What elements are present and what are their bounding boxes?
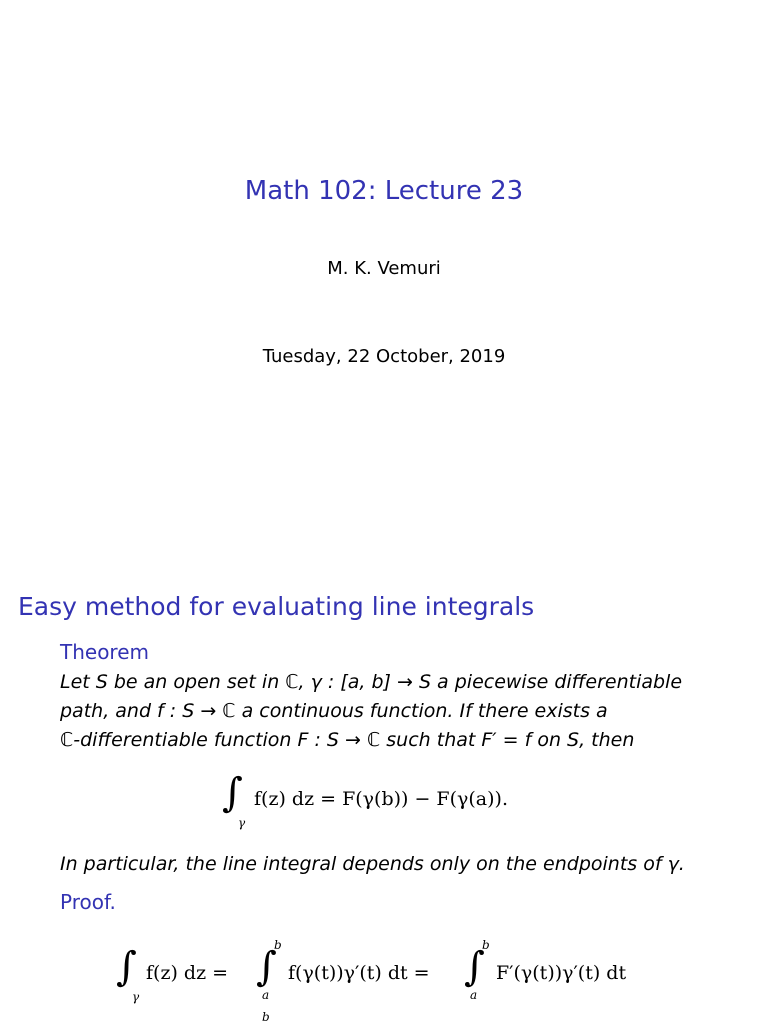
theorem-line-1: Let S be an open set in ℂ, γ : [a, b] → S a piecewise differentiable — [60, 671, 683, 693]
proof-label: Proof. — [60, 890, 116, 914]
integral-subscript: γ — [132, 990, 140, 1004]
integral-sign: ∫ — [116, 944, 137, 990]
theorem-text — [60, 668, 740, 755]
content-slide — [0, 576, 768, 1024]
proof-part-2: f(γ(t))γ′(t) dt = — [288, 962, 430, 984]
integral-subscript: γ — [238, 816, 246, 830]
upper-limit: b — [482, 938, 490, 952]
author-name: M. K. Vemuri — [327, 258, 441, 279]
integral-sign: ∫ — [464, 944, 485, 990]
lower-limit: a — [470, 988, 478, 1002]
theorem-line-2: path, and f : S → ℂ a continuous function. If there exists a — [60, 700, 608, 722]
theorem-line-3: ℂ-differentiable function F : S → ℂ such that F′ = f on S, then — [60, 729, 635, 751]
next-line-limit: b — [262, 1010, 270, 1024]
proof-part-1: f(z) dz = — [146, 962, 229, 984]
proof-part-3: F′(γ(t))γ′(t) dt — [496, 962, 627, 984]
equation-body: f(z) dz = F(γ(b)) − F(γ(a)). — [254, 788, 508, 810]
integral-sign: ∫ — [222, 770, 243, 816]
particular-statement: In particular, the line integral depends only on the endpoints of γ. — [60, 853, 685, 875]
lecture-title: Math 102: Lecture 23 — [244, 176, 524, 206]
theorem-label: Theorem — [60, 640, 150, 664]
upper-limit: b — [274, 938, 282, 952]
lecture-date: Tuesday, 22 October, 2019 — [262, 346, 506, 367]
integral-sign: ∫ — [256, 944, 277, 990]
frame-title: Easy method for evaluating line integrals — [18, 592, 535, 621]
lower-limit: a — [262, 988, 270, 1002]
